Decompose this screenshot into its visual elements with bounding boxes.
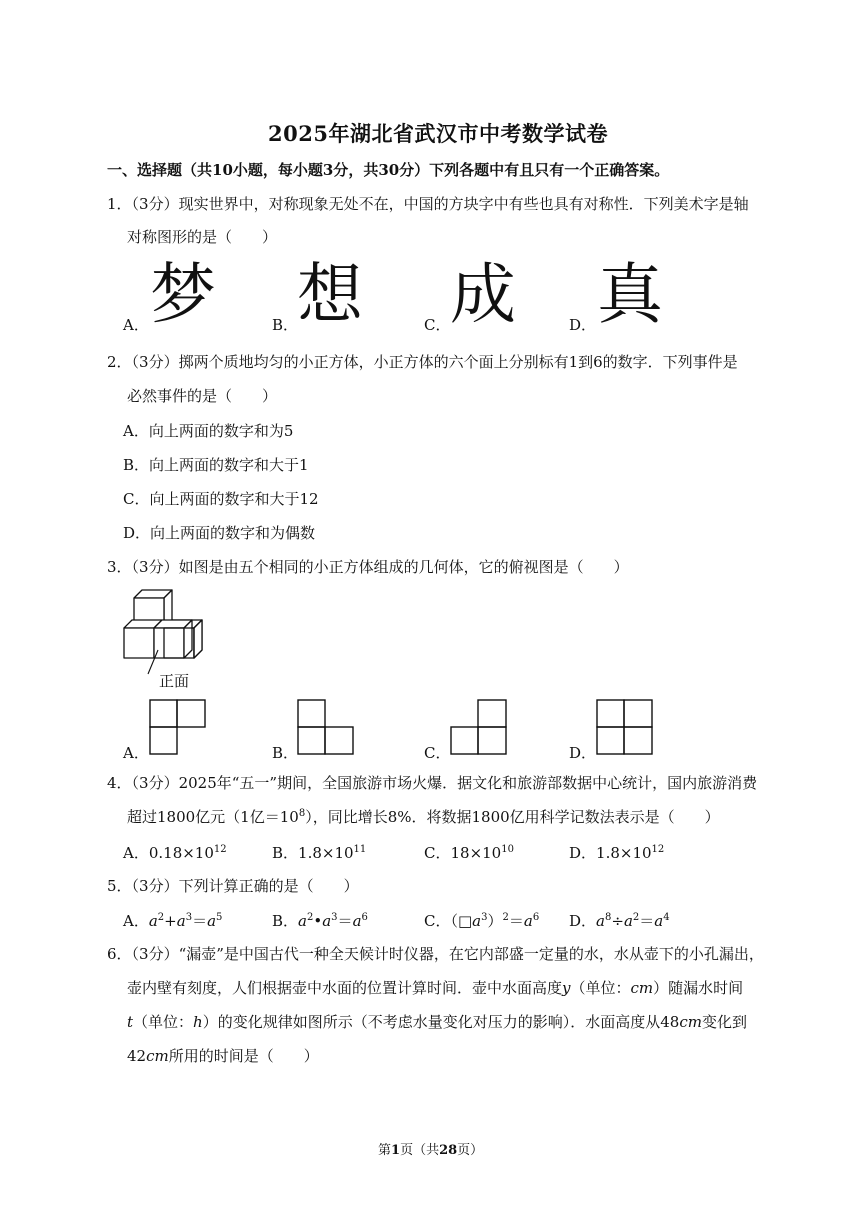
q3-option-c-figure (450, 699, 508, 755)
question-1-line-1: 1．（3分）现实世界中，对称现象无处不在，中国的方块字中有些也具有对称性．下列美术字是轴 (107, 195, 749, 213)
q3-option-a-label: A． (123, 744, 149, 762)
question-4-line-1: 4．（3分）2025年“五一”期间，全国旅游市场火爆．据文化和旅游部数据中心统计，国内旅游消费 (107, 774, 758, 792)
question-6-line-3: t（单位：h）的变化规律如图所示（不考虑水量变化对压力的影响）．水面高度从48cm变化到 (127, 1013, 747, 1031)
q3-front-label: 正面 (159, 672, 190, 690)
q5-option-d: D．$a^8\div a^2=a^4$ (569, 912, 670, 930)
page-title: 2025年湖北省武汉市中考数学试卷 (268, 121, 608, 146)
q4-option-d: D．$1.8\times 10^{12}$ (569, 844, 665, 862)
question-6-line-4: 42cm所用的时间是（ ） (127, 1047, 319, 1065)
question-1-line-2: 对称图形的是（ ） (127, 228, 278, 246)
q4-option-a: A．$0.18\times 10^{12}$ (123, 844, 227, 862)
q2-option-c: C．向上两面的数字和大于12 (123, 490, 319, 508)
section-heading: 一、选择题（共10小题，每小题3分，共30分）下列各题中有且只有一个正确答案。 (107, 161, 670, 179)
q3-option-b-figure (297, 699, 355, 755)
q4-option-c: C．$18\times 10^{10}$ (424, 844, 514, 862)
q1-option-c-label: C． (424, 316, 451, 334)
q5-option-b: B．$a^2•a^3=a^6$ (272, 912, 368, 930)
page-footer: 第1页（共28页） (378, 1143, 484, 1158)
question-6-line-1: 6．（3分）“漏壶”是中国古代一种全天候计时仪器，在它内部盛一定量的水，水从壶下的小孔漏出， (107, 945, 764, 963)
q5-option-c: C．$(□a^3)^2=a^6$ (424, 912, 540, 930)
q3-cube-figure (118, 584, 208, 684)
q3-option-b-label: B． (272, 744, 299, 762)
question-2-line-2: 必然事件的是（ ） (127, 387, 278, 405)
q2-option-b: B．向上两面的数字和大于1 (123, 456, 309, 474)
q1-option-b-character: 想 (297, 256, 363, 333)
q2-option-d: D．向上两面的数字和为偶数 (123, 524, 316, 542)
q1-option-a-character: 梦 (150, 256, 216, 333)
question-2-line-1: 2．（3分）掷两个质地均匀的小正方体，小正方体的六个面上分别标有1到6的数字．下列事件是 (107, 353, 738, 371)
q1-option-a-label: A． (123, 316, 149, 334)
q1-option-d-label: D． (569, 316, 597, 334)
q5-option-a: A．$a^2+a^3=a^5$ (123, 912, 223, 930)
q1-option-b-label: B． (272, 316, 299, 334)
q3-option-a-figure (149, 699, 207, 755)
question-6-line-2: 壶内壁有刻度，人们根据壶中水面的位置计算时间．壶中水面高度y（单位：cm）随漏水时间 (127, 979, 744, 997)
question-4-line-2: 超过1800亿元（1亿$=10^8$），同比增长8%．将数据1800亿用科学记数法表示是（ ） (127, 808, 720, 826)
q3-option-d-label: D． (569, 744, 597, 762)
q1-option-d-character: 真 (597, 256, 663, 333)
question-3-line-1: 3．（3分）如图是由五个相同的小正方体组成的几何体，它的俯视图是（ ） (107, 558, 629, 576)
q3-option-c-label: C． (424, 744, 451, 762)
q1-option-c-character: 成 (450, 256, 516, 333)
q3-option-d-figure (596, 699, 654, 755)
q2-option-a: A．向上两面的数字和为5 (123, 422, 294, 440)
question-5-line-1: 5．（3分）下列计算正确的是（ ） (107, 877, 359, 895)
q4-option-b: B．$1.8\times 10^{11}$ (272, 844, 367, 862)
